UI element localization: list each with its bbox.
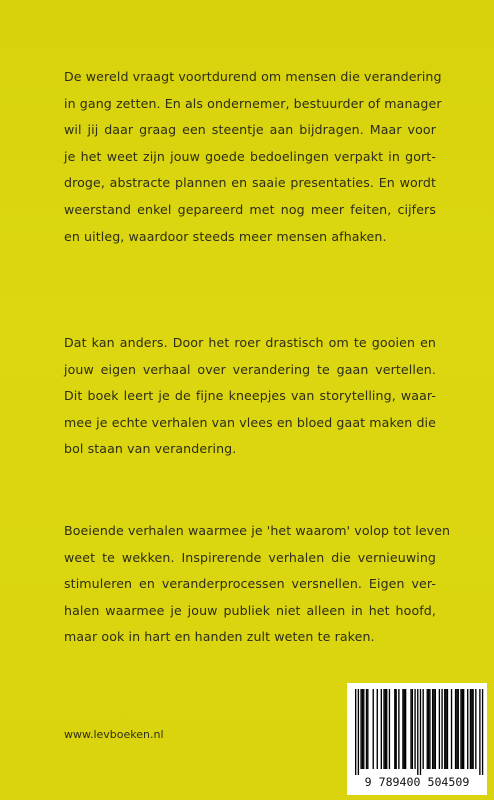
barcode-bar xyxy=(363,689,364,769)
isbn-number: 9 789400 504509 xyxy=(364,775,470,789)
barcode-bar xyxy=(394,689,395,769)
isbn-barcode xyxy=(347,683,487,795)
barcode-bar xyxy=(398,689,399,769)
barcode-bar xyxy=(373,689,374,769)
text-line: weet te wekken. Inspirerende verhalen die vernieuwing xyxy=(64,549,436,565)
barcode-bar xyxy=(404,689,405,769)
barcode-bar xyxy=(456,689,457,769)
barcode-bar xyxy=(432,689,433,769)
barcode-bar xyxy=(389,689,390,769)
text-line: maar ook in hart en handen zult weten te raken. xyxy=(64,629,375,645)
publisher-website: www.levboeken.nl xyxy=(64,728,164,741)
barcode-bar xyxy=(423,689,424,769)
barcode-bar xyxy=(462,689,463,769)
barcode-bar xyxy=(405,689,406,769)
barcode-bar xyxy=(386,689,387,769)
text-line: wil jij daar graag een steentje aan bijdragen. Maar voor xyxy=(64,122,436,138)
barcode-bar xyxy=(383,689,384,769)
text-line: in gang zetten. En als ondernemer, bestuurder of manager xyxy=(64,95,442,111)
barcode-bar xyxy=(445,689,446,769)
barcode-bar xyxy=(458,689,459,769)
text-line: Boeiende verhalen waarmee je 'het waarom' volop tot leven xyxy=(64,523,451,538)
barcode-bar xyxy=(358,689,359,775)
barcode-bar xyxy=(412,689,413,769)
barcode-bar xyxy=(396,689,397,769)
barcode-bar xyxy=(410,689,411,769)
barcode-bar xyxy=(362,689,363,769)
barcode-bar xyxy=(381,689,382,769)
barcode-bar xyxy=(429,689,430,769)
barcode-bar xyxy=(355,689,356,775)
text-line: droge, abstracte plannen en saaie presentaties. En wordt xyxy=(64,175,436,191)
barcode-bar xyxy=(455,689,456,769)
text-line: en uitleg, waardoor steeds meer mensen afhaken. xyxy=(64,228,387,244)
barcode-bar xyxy=(435,689,436,769)
barcode-bar xyxy=(417,689,418,775)
barcode-bar xyxy=(471,689,472,769)
barcode-bar xyxy=(420,689,421,775)
text-line: De wereld vraagt voortdurend om mensen die verandering xyxy=(64,69,442,84)
barcode-bar xyxy=(463,689,464,769)
text-line: Dit boek leert je de fijne kneepjes van storytelling, waar- xyxy=(64,388,436,404)
barcode-bar xyxy=(360,689,361,769)
barcode-bar xyxy=(441,689,442,769)
text-line: je het weet zijn jouw goede bedoelingen verpakt in gort- xyxy=(64,148,436,164)
barcode-bar xyxy=(366,689,367,769)
barcode-bar xyxy=(402,689,403,769)
barcode-bar xyxy=(428,689,429,769)
barcode-bar xyxy=(439,689,440,769)
barcode-bar xyxy=(377,689,378,769)
barcode-bar xyxy=(447,689,448,769)
barcode-bar xyxy=(451,689,452,769)
blurb-paragraph-3 xyxy=(64,518,451,651)
text-line: weerstand enkel gepareerd met nog meer feiten, cijfers xyxy=(64,201,436,217)
barcode-bar xyxy=(460,689,461,769)
barcode-bar xyxy=(482,689,483,775)
text-line: stimuleren en veranderprocessen versnellen. Eigen ver- xyxy=(64,576,436,592)
barcode-bar xyxy=(444,689,445,769)
barcode-bar xyxy=(467,689,468,769)
barcode-bar xyxy=(433,689,434,769)
text-line: bol staan van verandering. xyxy=(64,441,237,457)
blurb-paragraph-1 xyxy=(64,64,442,250)
blurb-paragraph-2 xyxy=(64,330,436,463)
barcode-bars xyxy=(347,683,487,775)
text-line: mee je echte verhalen van vlees en bloed gaat maken die xyxy=(64,414,436,430)
barcode-bar xyxy=(475,689,476,769)
text-line: jouw eigen verhaal over verandering te gaan vertellen. xyxy=(64,361,436,377)
barcode-bar xyxy=(470,689,471,769)
barcode-bar xyxy=(367,689,368,769)
barcode-bar xyxy=(385,689,386,769)
barcode-bar xyxy=(414,689,415,769)
barcode-bar xyxy=(427,689,428,769)
barcode-bar xyxy=(472,689,473,769)
text-line: halen waarmee je jouw publiek niet alleen in het hoofd, xyxy=(64,602,436,618)
text-line: Dat kan anders. Door het roer drastisch om te gooien en xyxy=(64,335,436,350)
barcode-bar xyxy=(479,689,480,775)
